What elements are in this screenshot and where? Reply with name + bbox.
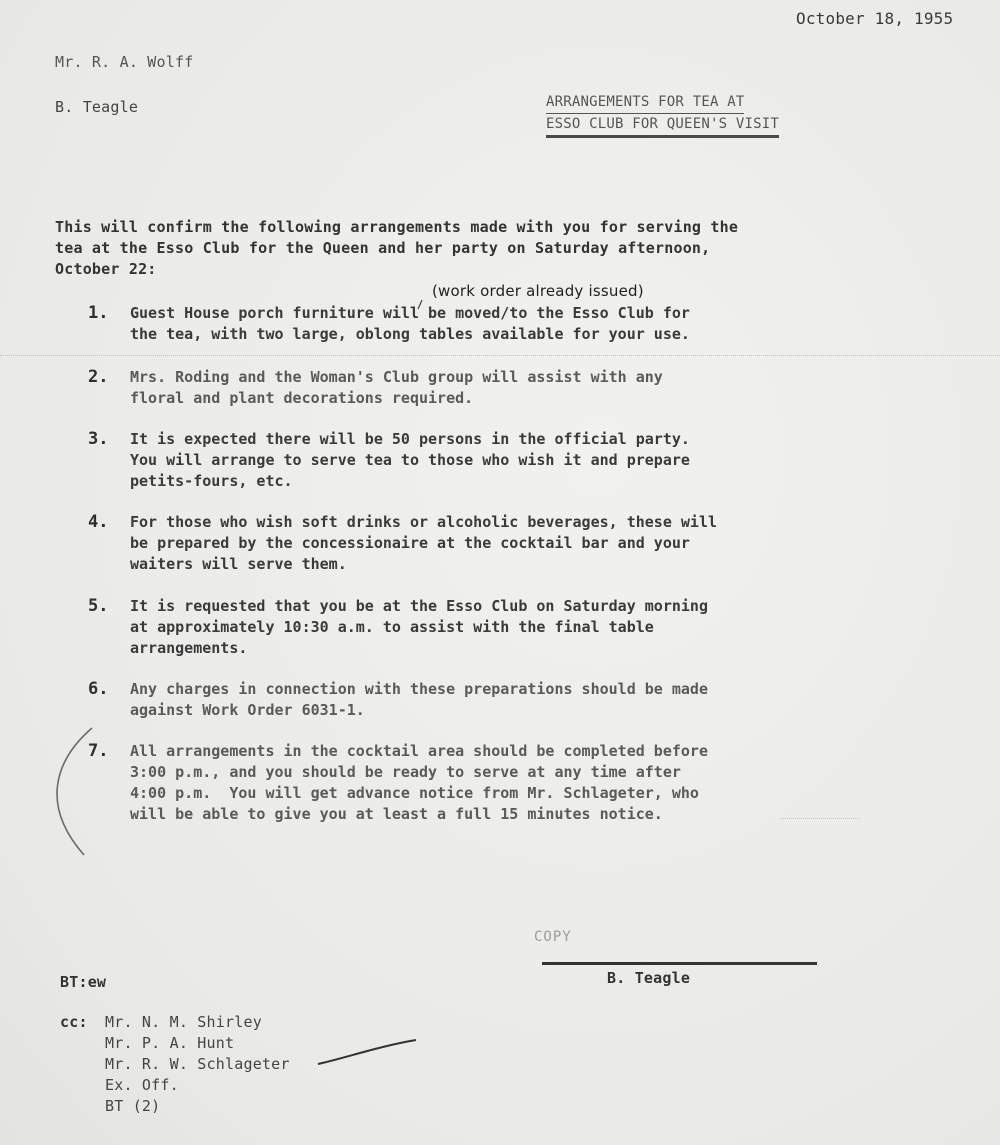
item-text: Guest House porch furniture will be moved/to the Esso Club for the tea, with two large, oblong tables available for your use. xyxy=(130,304,690,343)
item-number: 6. xyxy=(88,679,109,699)
item-number: 7. xyxy=(88,741,109,761)
cc-recipient: BT (2) xyxy=(105,1097,161,1115)
subject-line-1: ARRANGEMENTS FOR TEA AT xyxy=(546,92,744,114)
item-text: Mrs. Roding and the Woman's Club group will assist with any floral and plant decorations required. xyxy=(130,368,663,407)
item-number: 2. xyxy=(88,367,109,387)
sender: B. Teagle xyxy=(55,98,139,116)
cc-recipient: Mr. N. M. Shirley xyxy=(105,1013,262,1031)
subject-line-2: ESSO CLUB FOR QUEEN'S VISIT xyxy=(546,114,779,138)
item-number: 3. xyxy=(88,429,109,449)
item-text: Any charges in connection with these preparations should be made against Work Order 6031-1. xyxy=(130,680,708,719)
cc-recipient: Mr. R. W. Schlageter xyxy=(105,1055,290,1073)
copy-stamp: COPY xyxy=(534,929,572,945)
intro-paragraph: This will confirm the following arrangements made with you for serving the tea at the Esso Club for the Queen and her party on Saturday afternoon, October 22: xyxy=(55,218,739,278)
recipient: Mr. R. A. Wolff xyxy=(55,53,194,71)
item-text: It is requested that you be at the Esso Club on Saturday morning at approximately 10:30 a.m. to assist with the final table arrangements. xyxy=(130,597,708,657)
cc-label: cc: xyxy=(60,1013,88,1031)
letter-date: October 18, 1955 xyxy=(796,9,954,28)
faint-dotted-line xyxy=(780,818,860,820)
handwritten-note: (work order already issued) xyxy=(432,282,644,300)
margin-bracket-mark xyxy=(57,728,92,855)
item-number: 1. xyxy=(88,303,109,323)
item-text: All arrangements in the cocktail area should be completed before 3:00 p.m., and you should be ready to serve at any time after 4:00 p.m. You will get advance notice from Mr. Schlageter, who will be able to give you at least a full 15 minutes notice. xyxy=(130,742,708,823)
item-number: 4. xyxy=(88,512,109,532)
subject-block xyxy=(546,92,779,138)
cc-recipient: Ex. Off. xyxy=(105,1076,179,1094)
typist-initials: BT:ew xyxy=(60,973,107,991)
check-flourish-mark xyxy=(318,1040,416,1064)
signer-name: B. Teagle xyxy=(607,969,691,987)
signature-line xyxy=(542,962,817,965)
cc-recipient: Mr. P. A. Hunt xyxy=(105,1034,235,1052)
item-text: For those who wish soft drinks or alcoholic beverages, these will be prepared by the concessionaire at the cocktail bar and your waiters will serve them. xyxy=(130,513,717,573)
item-text: It is expected there will be 50 persons in the official party. You will arrange to serve tea to those who wish it and prepare petits-fours, etc. xyxy=(130,430,690,490)
item-number: 5. xyxy=(88,596,109,616)
faint-dotted-line xyxy=(0,355,1000,357)
